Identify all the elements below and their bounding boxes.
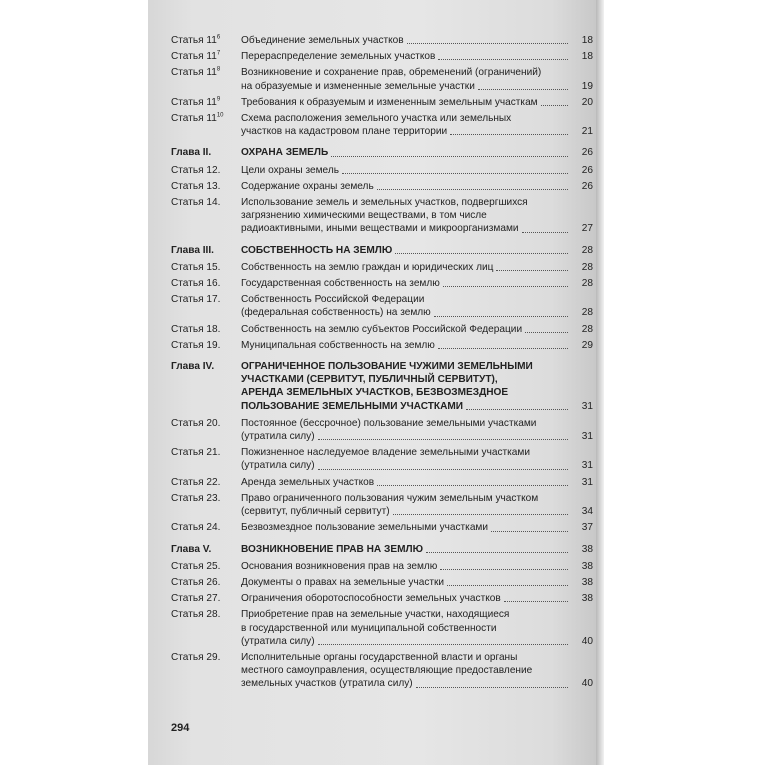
page-ref: 31	[581, 476, 593, 488]
title-line	[241, 277, 571, 290]
dot-leader	[450, 134, 568, 135]
entry-title	[241, 180, 571, 193]
dot-leader	[525, 332, 568, 333]
article-number: 13.	[206, 180, 221, 192]
page-ref: 28	[581, 261, 593, 273]
entry-label: Статья	[171, 417, 204, 429]
title-text: Пожизненное наследуемое владение земельными участками	[241, 447, 530, 459]
toc-article	[171, 34, 593, 47]
title-text: местного самоуправления, осуществляющие предоставление	[241, 665, 533, 677]
entry-number	[171, 608, 241, 621]
entry-title	[241, 244, 571, 257]
title-text: АРЕНДА ЗЕМЕЛЬНЫХ УЧАСТКОВ, БЕЗВОЗМЕЗДНОЕ	[241, 387, 509, 399]
page-ref: 28	[581, 278, 593, 290]
article-superscript: 7	[216, 50, 221, 57]
page-number: 294	[171, 722, 190, 734]
toc-article	[171, 277, 593, 290]
dot-leader	[393, 514, 568, 515]
title-line	[241, 34, 571, 47]
title-text: Перераспределение земельных участков	[241, 51, 436, 63]
entry-label: Статья	[171, 609, 204, 621]
title-text: Требования к образуемым и измененным земельным участкам	[241, 96, 538, 108]
entry-title	[241, 261, 571, 274]
title-text: Муниципальная собственность на землю	[241, 339, 435, 351]
page-ref: 38	[581, 543, 593, 555]
page-ref: 37	[581, 522, 593, 534]
title-line	[241, 196, 571, 209]
toc-article	[171, 293, 593, 319]
entry-label: Статья	[171, 339, 204, 351]
dot-leader	[377, 485, 568, 486]
entry-number	[171, 196, 241, 209]
title-line	[241, 543, 571, 556]
article-number: 11	[206, 96, 217, 108]
title-text: Безвозмездное пользование земельными участками	[241, 522, 489, 534]
toc-article	[171, 446, 593, 472]
title-line	[241, 592, 571, 605]
title-text: (утратила силу)	[241, 431, 315, 443]
title-text: ВОЗНИКНОВЕНИЕ ПРАВ НА ЗЕМЛЮ	[241, 543, 423, 555]
dot-leader	[318, 469, 568, 470]
title-text: на образуемые и измененные земельные участки	[241, 80, 475, 92]
title-line	[241, 492, 571, 505]
entry-title	[241, 112, 571, 138]
entry-label: Статья	[171, 476, 204, 488]
toc-article	[171, 476, 593, 489]
entry-title	[241, 50, 571, 63]
article-number: 12.	[206, 164, 221, 176]
entry-number	[171, 592, 241, 605]
title-line	[241, 505, 571, 518]
article-number: 17.	[206, 294, 221, 306]
title-line	[241, 373, 571, 386]
title-text: Цели охраны земель	[241, 164, 339, 176]
entry-label: Статья	[171, 278, 204, 290]
entry-number	[171, 34, 241, 47]
entry-title	[241, 592, 571, 605]
entry-title	[241, 521, 571, 534]
title-text: СОБСТВЕННОСТЬ НА ЗЕМЛЮ	[241, 244, 393, 256]
entry-label: Статья	[171, 35, 204, 46]
entry-label: Статья	[171, 593, 204, 605]
toc-article	[171, 592, 593, 605]
title-text: Использование земель и земельных участков, подвергшихся	[241, 197, 528, 209]
entry-label: Статья	[171, 180, 204, 192]
entry-title	[241, 576, 571, 589]
title-line	[241, 560, 571, 573]
title-line	[241, 521, 571, 534]
page-ref: 28	[581, 244, 593, 256]
dot-leader	[426, 552, 568, 553]
title-text: Приобретение прав на земельные участки, находящиеся	[241, 609, 510, 621]
dot-leader	[407, 43, 568, 44]
entry-number	[171, 66, 241, 79]
entry-label: Статья	[171, 113, 204, 125]
entry-title	[241, 34, 571, 47]
dot-leader	[491, 531, 568, 532]
entry-number	[171, 277, 241, 290]
title-text: участков на кадастровом плане территории	[241, 126, 448, 138]
article-number: 27.	[206, 593, 221, 605]
entry-number	[171, 323, 241, 336]
toc-article	[171, 576, 593, 589]
entry-number	[171, 576, 241, 589]
title-line	[241, 306, 571, 319]
page-ref: 31	[581, 400, 593, 412]
title-text: радиоактивными, иными веществами и микроорганизмами	[241, 223, 519, 235]
page-edge	[596, 0, 604, 765]
toc-article	[171, 66, 593, 92]
article-number: 21.	[206, 447, 221, 459]
article-number: 14.	[206, 197, 221, 209]
dot-leader	[395, 253, 568, 254]
entry-label: Статья	[171, 197, 204, 209]
toc-article	[171, 339, 593, 352]
entry-label: Статья	[171, 51, 204, 63]
toc-article	[171, 112, 593, 138]
title-line	[241, 677, 571, 690]
title-text: Собственность на землю граждан и юридических лиц	[241, 261, 494, 273]
title-line	[241, 244, 571, 257]
title-line	[241, 664, 571, 677]
title-text: ОХРАНА ЗЕМЕЛЬ	[241, 147, 329, 159]
page-ref: 31	[581, 431, 593, 443]
title-text: Собственность Российской Федерации	[241, 294, 425, 306]
title-line	[241, 261, 571, 274]
title-line	[241, 459, 571, 472]
entry-title	[241, 196, 571, 236]
article-number: 15.	[206, 261, 221, 273]
title-text: Аренда земельных участков	[241, 476, 375, 488]
article-number: 28.	[206, 609, 221, 621]
article-number: 23.	[206, 492, 221, 504]
dot-leader	[443, 286, 568, 287]
entry-number	[171, 521, 241, 534]
entry-title	[241, 277, 571, 290]
entry-label: Статья	[171, 492, 204, 504]
entry-number	[171, 261, 241, 274]
page-ref: 29	[581, 339, 593, 351]
title-line	[241, 608, 571, 621]
entry-label: Статья	[171, 576, 204, 588]
page-ref: 31	[581, 460, 593, 472]
entry-title	[241, 323, 571, 336]
title-line	[241, 80, 571, 93]
article-number: 22.	[206, 476, 221, 488]
page-ref: 19	[581, 80, 593, 92]
title-text: земельных участков (утратила силу)	[241, 678, 413, 690]
entry-title	[241, 492, 571, 518]
title-line	[241, 400, 571, 413]
page-ref: 34	[581, 506, 593, 518]
entry-label: Статья	[171, 447, 204, 459]
dot-leader	[466, 409, 568, 410]
entry-title	[241, 651, 571, 691]
title-text: в государственной или муниципальной собственности	[241, 622, 497, 634]
entry-number	[171, 96, 241, 109]
toc-article	[171, 261, 593, 274]
entry-number	[171, 244, 241, 257]
title-line	[241, 339, 571, 352]
dot-leader	[496, 270, 568, 271]
dot-leader	[331, 156, 568, 157]
entry-title	[241, 96, 571, 109]
entry-title	[241, 417, 571, 443]
entry-number	[171, 146, 241, 159]
page-ref: 38	[581, 593, 593, 605]
title-line	[241, 417, 571, 430]
toc-article	[171, 521, 593, 534]
entry-number	[171, 560, 241, 573]
dot-leader	[318, 644, 568, 645]
toc-article	[171, 323, 593, 336]
article-number: 11	[206, 113, 217, 125]
article-number: 25.	[206, 560, 221, 572]
dot-leader	[438, 59, 568, 60]
dot-leader	[478, 89, 568, 90]
entry-number	[171, 446, 241, 459]
title-line	[241, 125, 571, 138]
title-text: ОГРАНИЧЕННОЕ ПОЛЬЗОВАНИЕ ЧУЖИМИ ЗЕМЕЛЬНЫМИ	[241, 361, 533, 373]
entry-title	[241, 293, 571, 319]
article-number: 24.	[206, 522, 221, 534]
toc-chapter	[171, 543, 593, 556]
entry-label: Глава IV.	[171, 361, 215, 373]
article-number: 11	[206, 35, 217, 46]
page-ref: 26	[581, 147, 593, 159]
title-line	[241, 651, 571, 664]
title-text: Возникновение и сохранение прав, обременений (ограничений)	[241, 67, 542, 79]
title-text: Содержание охраны земель	[241, 180, 374, 192]
dot-leader	[440, 569, 568, 570]
toc-article	[171, 560, 593, 573]
article-number: 16.	[206, 278, 221, 290]
title-line	[241, 146, 571, 159]
entry-label: Статья	[171, 522, 204, 534]
title-line	[241, 446, 571, 459]
dot-leader	[447, 585, 568, 586]
entry-title	[241, 146, 571, 159]
title-line	[241, 112, 571, 125]
entry-title	[241, 476, 571, 489]
toc-article	[171, 96, 593, 109]
entry-label: Статья	[171, 323, 204, 335]
table-of-contents	[171, 34, 593, 694]
article-number: 20.	[206, 417, 221, 429]
dot-leader	[342, 173, 568, 174]
entry-title	[241, 560, 571, 573]
toc-article	[171, 417, 593, 443]
title-line	[241, 430, 571, 443]
entry-number	[171, 293, 241, 306]
page-ref: 18	[581, 51, 593, 63]
entry-number	[171, 360, 241, 373]
title-text: Ограничения оборотоспособности земельных участков	[241, 593, 501, 605]
article-superscript: 6	[216, 34, 221, 41]
article-number: 11	[206, 51, 217, 63]
entry-title	[241, 360, 571, 413]
entry-title	[241, 339, 571, 352]
dot-leader	[318, 439, 568, 440]
entry-label: Статья	[171, 294, 204, 306]
title-text: Постоянное (бессрочное) пользование земельными участками	[241, 417, 537, 429]
title-line	[241, 323, 571, 336]
entry-number	[171, 543, 241, 556]
entry-title	[241, 66, 571, 92]
page-ref: 26	[581, 164, 593, 176]
dot-leader	[504, 601, 568, 602]
toc-article	[171, 651, 593, 691]
entry-number	[171, 651, 241, 664]
toc-article	[171, 492, 593, 518]
title-line	[241, 66, 571, 79]
toc-article	[171, 608, 593, 648]
title-text: Схема расположения земельного участка или земельных	[241, 113, 512, 125]
entry-title	[241, 164, 571, 177]
title-text: (федеральная собственность) на землю	[241, 307, 431, 319]
article-number: 26.	[206, 576, 221, 588]
entry-title	[241, 543, 571, 556]
article-superscript: 8	[216, 67, 221, 74]
title-text: Право ограниченного пользования чужим земельным участком	[241, 492, 539, 504]
title-text: (утратила силу)	[241, 460, 315, 472]
page-ref: 40	[581, 678, 593, 690]
entry-number	[171, 164, 241, 177]
page-ref: 21	[581, 126, 593, 138]
toc-chapter	[171, 146, 593, 159]
toc-article	[171, 164, 593, 177]
entry-title	[241, 608, 571, 648]
entry-label: Статья	[171, 560, 204, 572]
page-ref: 20	[581, 96, 593, 108]
entry-number	[171, 492, 241, 505]
dot-leader	[541, 105, 568, 106]
toc-article	[171, 50, 593, 63]
article-number: 18.	[206, 323, 221, 335]
title-text: Основания возникновения прав на землю	[241, 560, 438, 572]
entry-label: Глава V.	[171, 543, 212, 555]
title-text: загрязнению химическими веществами, в том числе	[241, 210, 487, 222]
page-ref: 38	[581, 576, 593, 588]
dot-leader	[438, 348, 568, 349]
entry-title	[241, 446, 571, 472]
title-line	[241, 622, 571, 635]
page-ref: 28	[581, 323, 593, 335]
entry-label: Статья	[171, 67, 204, 79]
title-text: (утратила силу)	[241, 635, 315, 647]
title-line	[241, 293, 571, 306]
entry-number	[171, 417, 241, 430]
article-number: 29.	[206, 651, 221, 663]
page-ref: 40	[581, 635, 593, 647]
toc-chapter	[171, 244, 593, 257]
title-line	[241, 164, 571, 177]
title-text: Исполнительные органы государственной власти и органы	[241, 651, 518, 663]
entry-number	[171, 50, 241, 63]
toc-article	[171, 196, 593, 236]
title-line	[241, 360, 571, 373]
title-line	[241, 576, 571, 589]
entry-label: Статья	[171, 164, 204, 176]
title-text: Собственность на землю субъектов Российской Федерации	[241, 323, 523, 335]
title-text: УЧАСТКАМИ (СЕРВИТУТ, ПУБЛИЧНЫЙ СЕРВИТУТ),	[241, 374, 498, 386]
page-ref: 28	[581, 307, 593, 319]
article-number: 19.	[206, 339, 221, 351]
article-number: 11	[206, 67, 217, 79]
title-text: ПОЛЬЗОВАНИЕ ЗЕМЕЛЬНЫМИ УЧАСТКАМИ	[241, 400, 464, 412]
entry-label: Глава III.	[171, 244, 214, 256]
entry-number	[171, 339, 241, 352]
title-text: Объединение земельных участков	[241, 35, 404, 46]
entry-label: Глава II.	[171, 147, 212, 159]
title-line	[241, 476, 571, 489]
title-text: Государственная собственность на землю	[241, 278, 440, 290]
title-line	[241, 180, 571, 193]
title-line	[241, 635, 571, 648]
entry-number	[171, 476, 241, 489]
page-ref: 27	[581, 223, 593, 235]
title-text: (сервитут, публичный сервитут)	[241, 506, 390, 518]
title-text: Документы о правах на земельные участки	[241, 576, 445, 588]
entry-label: Статья	[171, 261, 204, 273]
toc-chapter	[171, 360, 593, 413]
entry-number	[171, 180, 241, 193]
dot-leader	[416, 687, 568, 688]
entry-label: Статья	[171, 96, 204, 108]
entry-label: Статья	[171, 651, 204, 663]
toc-article	[171, 180, 593, 193]
title-line	[241, 96, 571, 109]
dot-leader	[522, 232, 568, 233]
entry-number	[171, 112, 241, 125]
dot-leader	[434, 316, 568, 317]
page-ref: 26	[581, 180, 593, 192]
dot-leader	[377, 189, 568, 190]
title-line	[241, 386, 571, 399]
page-ref: 18	[581, 35, 593, 46]
article-superscript: 9	[216, 96, 221, 103]
page-ref: 38	[581, 560, 593, 572]
article-superscript: 10	[216, 112, 224, 119]
title-line	[241, 209, 571, 222]
title-line	[241, 50, 571, 63]
title-line	[241, 222, 571, 235]
